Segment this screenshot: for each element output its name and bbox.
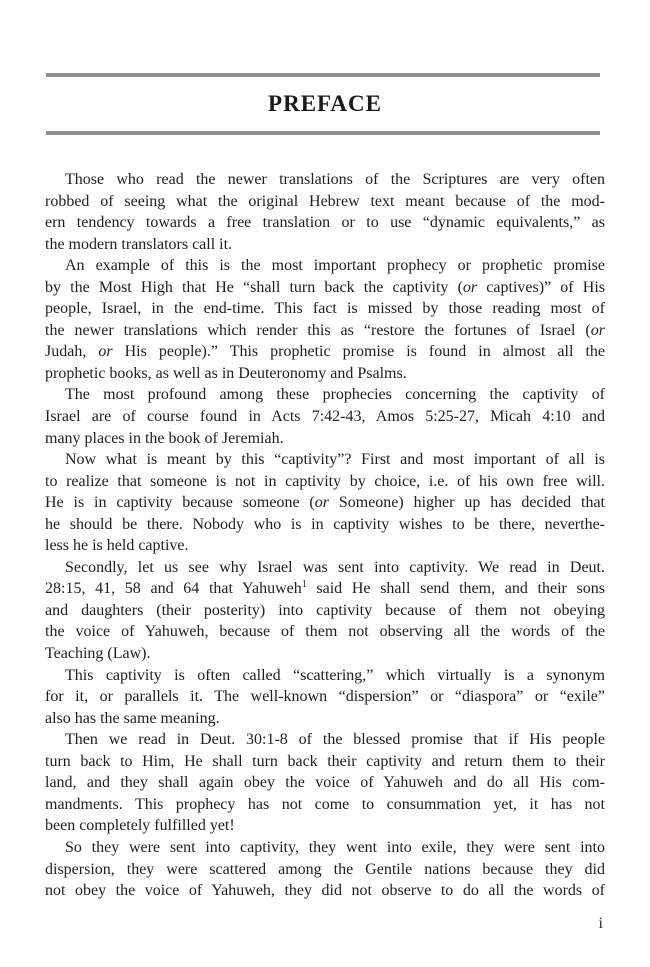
text-run: not obey the voice of Yahuweh, they did not observe to do all the words of (45, 882, 605, 900)
text-run: 28:15, 41, 58 and 64 that Yahuweh (45, 580, 302, 598)
text-line (45, 621, 605, 643)
text-run: many places in the book of Jeremiah. (45, 429, 284, 447)
text-run: or (314, 494, 329, 512)
text-run: His people).” This prophetic promise is found in almost all the (112, 343, 606, 361)
paragraph (45, 729, 605, 837)
text-line (45, 298, 605, 320)
text-run: robbed of seeing what the original Hebrew text meant because of the mod- (45, 192, 605, 210)
text-line (45, 729, 605, 751)
text-run: captives)” of His (477, 278, 606, 296)
paragraph (45, 665, 605, 730)
text-run: So they were sent into captivity, they went into exile, they were sent into (65, 838, 605, 856)
text-run: An example of this is the most important prophecy or prophetic promise (65, 257, 605, 275)
text-run: dispersion, they were scattered among the Gentile nations because they did (45, 860, 605, 878)
paragraph (45, 557, 605, 665)
text-line (45, 578, 605, 600)
text-run: or (98, 343, 113, 361)
paragraph (45, 384, 605, 449)
text-run: Those who read the newer translations of the Scriptures are very often (65, 171, 605, 188)
text-line (45, 471, 605, 493)
text-run: mandments. This prophecy has not come to consummation yet, it has not (45, 795, 605, 813)
text-run: Someone) higher up has decided that (329, 494, 605, 512)
text-line (45, 255, 605, 277)
text-run: Judah, (45, 343, 99, 361)
text-line (45, 708, 605, 730)
text-line (45, 514, 605, 536)
title-rule-top (46, 73, 600, 77)
text-line (45, 600, 605, 622)
text-line (45, 643, 605, 665)
page-title: PREFACE (268, 91, 382, 116)
text-run: the modern translators call it. (45, 235, 233, 253)
text-run: said He shall send them, and their sons (306, 580, 606, 598)
text-run: He is in captivity because someone ( (45, 494, 315, 512)
text-run: for it, or parallels it. The well-known “dispersion” or “diaspora” or “exile” (45, 688, 605, 706)
text-run: Secondly, let us see why Israel was sent into captivity. We read in Deut. (65, 558, 605, 576)
text-line (45, 341, 605, 363)
text-line (45, 492, 605, 514)
text-line (45, 320, 605, 342)
text-run: he should be there. Nobody who is in captivity wishes to be there, neverthe- (45, 515, 605, 533)
text-line (45, 363, 605, 385)
text-run: or (590, 321, 605, 339)
text-run: less he is held captive. (45, 537, 189, 555)
text-line (45, 234, 605, 256)
text-run: to realize that someone is not in captivity by choice, i.e. of his own free will. (45, 472, 605, 490)
text-line (45, 384, 605, 406)
text-run: Israel are of course found in Acts 7:42-43, Amos 5:25-27, Micah 4:10 and (45, 408, 605, 426)
text-line (45, 665, 605, 687)
text-line (45, 557, 605, 579)
paragraph (45, 837, 605, 902)
text-run: been completely fulfilled yet! (45, 817, 235, 835)
text-line (45, 815, 605, 837)
text-run: the newer translations which render this as “restore the fortunes of Israel ( (45, 321, 591, 339)
footnote-marker: 1 (301, 579, 307, 591)
text-run: or (462, 278, 478, 296)
title-rule-bottom (46, 131, 600, 135)
text-line (45, 686, 605, 708)
text-line (45, 535, 605, 557)
text-run: Then we read in Deut. 30:1-8 of the blessed promise that if His people (65, 731, 605, 749)
text-run: the voice of Yahuweh, because of them not observing all the words of the (45, 623, 605, 641)
text-run: ern tendency towards a free translation or to use “dynamic equivalents,” as (45, 214, 605, 232)
text-line (45, 406, 605, 428)
text-run: Teaching (Law). (45, 645, 151, 663)
text-run: people, Israel, in the end-time. This fact is missed by those reading most of (45, 300, 605, 318)
text-run: This captivity is often called “scattering,” which virtually is a synonym (65, 666, 605, 684)
text-line (45, 428, 605, 450)
text-run: turn back to Him, He shall turn back their captivity and return them to their (45, 752, 605, 770)
text-run: Now what is meant by this “captivity”? First and most important of all is (65, 451, 605, 469)
text-run: also has the same meaning. (45, 709, 220, 727)
paragraph (45, 169, 605, 255)
paragraph (45, 449, 605, 557)
text-line (45, 837, 605, 859)
text-run: land, and they shall again obey the voice of Yahuweh and do all His com- (45, 774, 605, 792)
preface-body (45, 169, 605, 902)
text-line (45, 212, 605, 234)
text-line (45, 169, 605, 191)
text-line (45, 794, 605, 816)
text-run: prophetic books, as well as in Deuteronomy and Psalms. (45, 364, 407, 382)
text-line (45, 751, 605, 773)
text-run: The most profound among these prophecies concerning the captivity of (65, 386, 605, 404)
text-line (45, 880, 605, 902)
text-line (45, 859, 605, 881)
text-line (45, 772, 605, 794)
page-number: i (598, 915, 603, 932)
text-run: and daughters (their posterity) into captivity because of them not obeying (45, 601, 605, 619)
text-line (45, 277, 605, 299)
paragraph (45, 255, 605, 384)
text-line (45, 191, 605, 213)
text-run: by the Most High that He “shall turn back the captivity ( (45, 278, 463, 296)
text-line (45, 449, 605, 471)
